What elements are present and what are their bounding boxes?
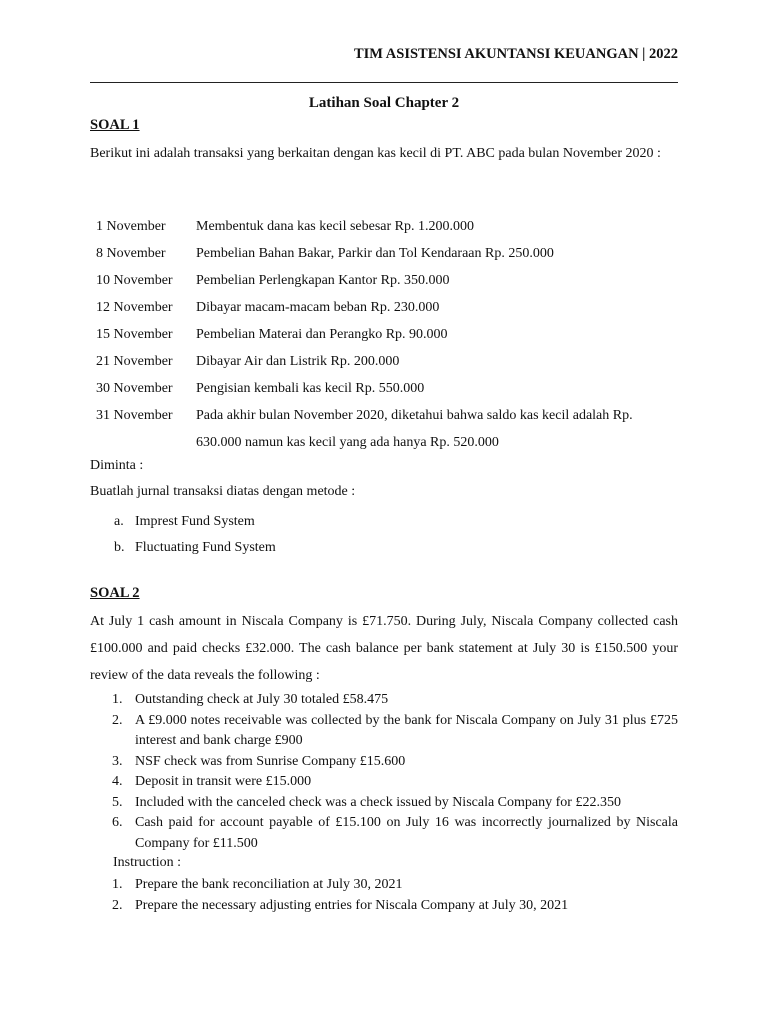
table-row: [96, 294, 676, 321]
transaction-date: 31 November: [96, 408, 173, 423]
transaction-date: 30 November: [96, 381, 173, 396]
transaction-description: Pengisian kembali kas kecil Rp. 550.000: [196, 381, 425, 396]
soal1-intro: Berikut ini adalah transaksi yang berkaitan dengan kas kecil di PT. ABC pada bulan November 2020 :: [90, 146, 661, 161]
table-row: [96, 348, 676, 375]
transactions-table: [96, 213, 676, 456]
soal2-heading: SOAL 2: [90, 585, 140, 601]
method-options: [90, 509, 276, 561]
transaction-description: Pada akhir bulan November 2020, diketahui bahwa saldo kas kecil adalah Rp. 630.000 namun kas kecil yang ada hanya Rp. 520.000: [196, 408, 633, 450]
transaction-date: 10 November: [96, 273, 173, 288]
table-row: [96, 213, 676, 240]
transaction-date: 21 November: [96, 354, 173, 369]
transaction-description: Pembelian Materai dan Perangko Rp. 90.000: [196, 327, 448, 342]
list-item: 4. Deposit in transit were £15.000: [112, 774, 312, 789]
list-item: 1. Prepare the bank reconciliation at July 30, 2021: [112, 877, 403, 892]
transaction-date: 15 November: [96, 327, 173, 342]
transaction-description: Pembelian Perlengkapan Kantor Rp. 350.000: [196, 273, 450, 288]
list-item: 1. Outstanding check at July 30 totaled £58.475: [112, 692, 389, 707]
transaction-date: 1 November: [96, 219, 166, 234]
list-item: 2. Prepare the necessary adjusting entries for Niscala Company at July 30, 2021: [112, 897, 569, 913]
list-item: 3. NSF check was from Sunrise Company £15.600: [112, 753, 406, 769]
table-row: [96, 402, 676, 456]
table-row: [96, 321, 676, 348]
transaction-description: Pembelian Bahan Bakar, Parkir dan Tol Kendaraan Rp. 250.000: [196, 246, 554, 261]
list-item: 5. Included with the canceled check was a check issued by Niscala Company for £22.350: [112, 794, 621, 810]
list-item: b. Fluctuating Fund System: [114, 540, 276, 555]
transaction-date: 12 November: [96, 300, 173, 315]
list-item: 2. A £9.000 notes receivable was collected by the bank for Niscala Company on July 31 plus £725 interest and bank charge £900: [112, 712, 678, 748]
transaction-description: Dibayar Air dan Listrik Rp. 200.000: [196, 354, 400, 369]
transaction-date: 8 November: [96, 246, 166, 261]
transaction-description: Membentuk dana kas kecil sebesar Rp. 1.200.000: [196, 219, 474, 234]
instruction-label: Instruction :: [113, 855, 182, 870]
list-item: a. Imprest Fund System: [114, 514, 255, 529]
page-header: TIM ASISTENSI AKUNTANSI KEUANGAN | 2022: [353, 46, 678, 62]
findings-list: [90, 690, 678, 854]
table-row: [96, 267, 676, 294]
soal1-instruction: Buatlah jurnal transaksi diatas dengan metode :: [90, 484, 356, 499]
diminta-label: Diminta :: [90, 458, 144, 473]
header-rule: [90, 82, 678, 83]
page-title: Latihan Soal Chapter 2: [308, 95, 460, 111]
list-item: 6. Cash paid for account payable of £15.100 on July 16 was incorrectly journalized by Niscala Company for £11.500: [112, 815, 678, 851]
soal1-heading: SOAL 1: [90, 117, 140, 133]
table-row: [96, 240, 676, 267]
transaction-description: Dibayar macam-macam beban Rp. 230.000: [196, 300, 440, 315]
soal2-intro: At July 1 cash amount in Niscala Company is £71.750. During July, Niscala Company collected cash £100.000 and paid checks £32.000. The cash balance per bank statement at July 30 is £150.500 your review of the data reveals the following :: [90, 614, 678, 683]
table-row: [96, 375, 676, 402]
instruction-list: [90, 875, 678, 916]
